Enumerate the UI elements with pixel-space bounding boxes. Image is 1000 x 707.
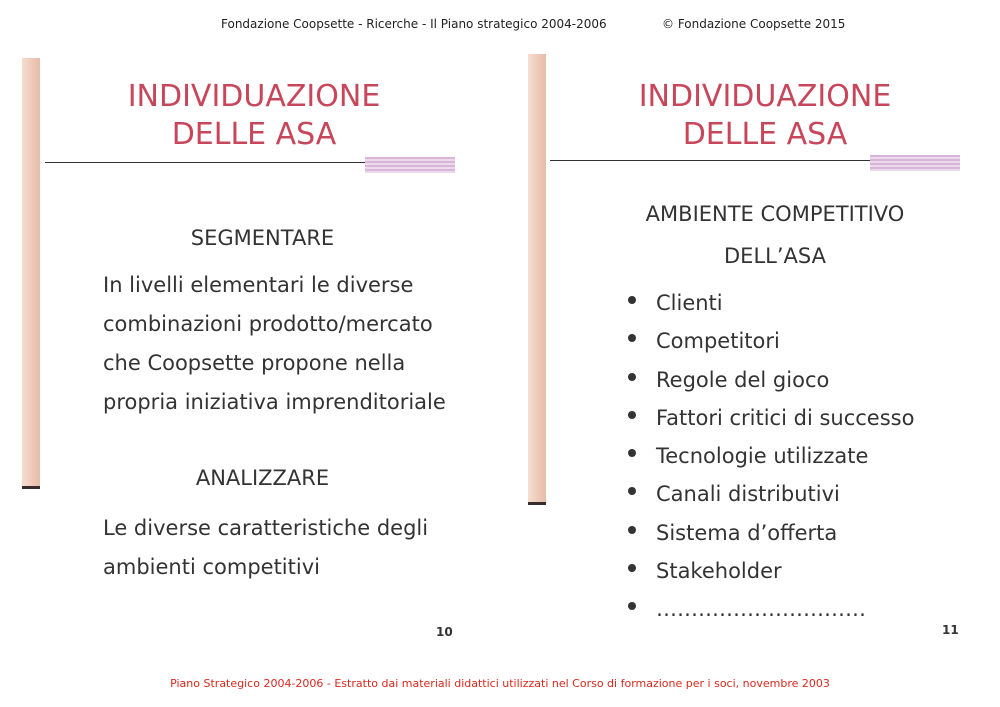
slide-left-side-bar-foot (22, 486, 40, 489)
slide-right (505, 50, 1000, 650)
list-item-label: Canali distributivi (656, 482, 840, 507)
slide-left (0, 50, 470, 650)
bullet-icon (628, 296, 636, 304)
list-item (626, 595, 914, 633)
slide-left-title (94, 78, 414, 154)
bullet-icon (628, 449, 636, 457)
slide-right-page-number: 11 (942, 623, 959, 637)
slide-left-side-bar (22, 58, 40, 486)
bullet-icon (628, 373, 636, 381)
slide-left-heading-segmentare: SEGMENTARE (190, 226, 335, 250)
list-item-label: Sistema d’offerta (656, 520, 838, 545)
list-item-label: Clienti (656, 291, 723, 315)
slide-left-title-line2: DELLE ASA (171, 117, 337, 152)
bullet-icon (628, 564, 636, 572)
paragraph-line: propria iniziativa imprenditoriale (103, 390, 446, 414)
footer-note: Piano Strategico 2004-2006 - Estratto dai materiali didattici utilizzati nel Corso di formazione per i soci, novembre 2003 (170, 677, 830, 690)
list-item (626, 519, 914, 557)
header-left: Fondazione Coopsette - Ricerche - Il Piano strategico 2004-2006 (221, 17, 607, 31)
bullet-icon (628, 526, 636, 534)
list-item-label: ………………………… (656, 597, 866, 622)
slide-right-title-line2: DELLE ASA (682, 117, 848, 152)
slide-left-title-line1: INDIVIDUAZIONE (127, 79, 381, 114)
slide-right-heading-line1: AMBIENTE COMPETITIVO (645, 202, 905, 226)
list-item (626, 404, 914, 442)
slide-right-side-bar (528, 54, 546, 502)
list-item (626, 557, 914, 595)
list-item-label: Stakeholder (656, 559, 782, 584)
paragraph-line: ambienti competitivi (103, 555, 320, 579)
bullet-icon (628, 411, 636, 419)
slide-left-paragraph-1 (103, 266, 446, 422)
list-item (626, 327, 914, 365)
bullet-icon (628, 487, 636, 495)
bullet-icon (628, 334, 636, 342)
header-right: © Fondazione Coopsette 2015 (662, 17, 846, 31)
slide-left-rule-accent (365, 157, 455, 173)
list-item (626, 366, 914, 404)
paragraph-line: In livelli elementari le diverse (103, 273, 414, 297)
slide-left-heading-analizzare: ANALIZZARE (195, 466, 330, 490)
slide-right-rule-accent (870, 155, 960, 171)
slide-right-heading-line2: DELL’ASA (724, 244, 826, 268)
slide-right-bullet-list (626, 289, 914, 634)
slide-left-paragraph-2 (103, 509, 428, 587)
list-item (626, 442, 914, 480)
paragraph-line: combinazioni prodotto/mercato (103, 312, 433, 336)
list-item-label: Tecnologie utilizzate (656, 444, 869, 469)
slide-left-page-number: 10 (436, 625, 453, 639)
slide-right-side-bar-foot (528, 502, 546, 505)
slide-right-title-line1: INDIVIDUAZIONE (638, 79, 892, 114)
bullet-icon (628, 602, 636, 610)
list-item-label: Fattori critici di successo (656, 405, 915, 430)
list-item (626, 480, 914, 518)
list-item-label: Competitori (656, 329, 780, 354)
paragraph-line: Le diverse caratteristiche degli (103, 516, 429, 540)
list-item-label: Regole del gioco (656, 367, 830, 392)
slide-right-title (605, 78, 925, 154)
paragraph-line: che Coopsette propone nella (103, 351, 406, 375)
list-item (626, 289, 914, 327)
